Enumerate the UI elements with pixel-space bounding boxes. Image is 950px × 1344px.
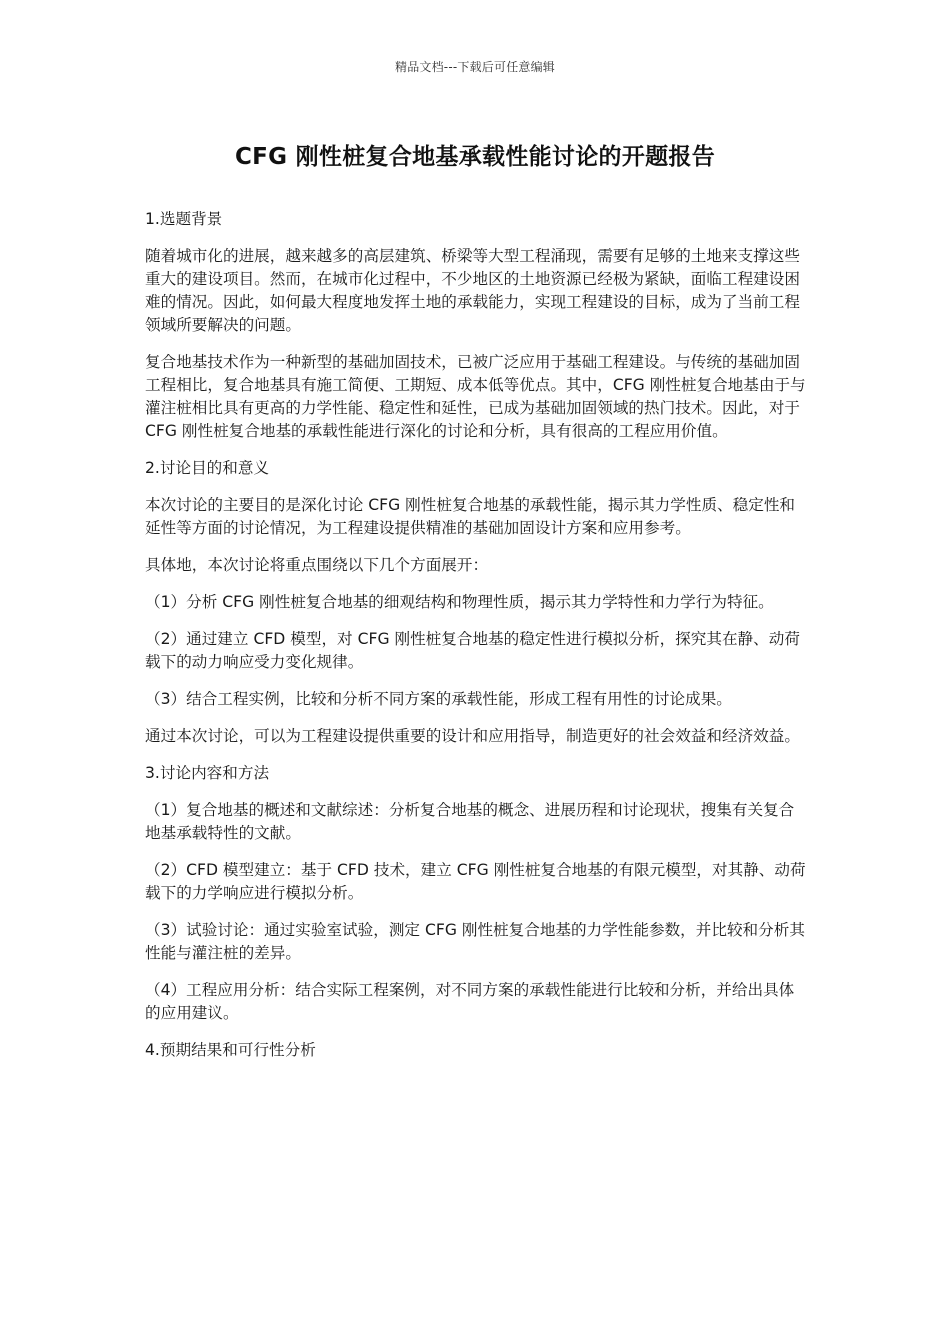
list-item: （1）复合地基的概述和文献综述：分析复合地基的概念、进展历程和讨论现状，搜集有关复合地基承载特性的文献。 xyxy=(145,801,795,842)
list-item: （4）工程应用分析：结合实际工程案例，对不同方案的承载性能进行比较和分析，并给出具体的应用建议。 xyxy=(145,981,795,1022)
list-item: （2）CFD 模型建立：基于 CFD 技术，建立 CFG 刚性桩复合地基的有限元模型，对其静、动荷载下的力学响应进行模拟分析。 xyxy=(145,861,806,902)
section-heading-background: 1.选题背景 xyxy=(145,210,223,228)
paragraph: 具体地，本次讨论将重点围绕以下几个方面展开： xyxy=(145,556,489,574)
paragraph: 通过本次讨论，可以为工程建设提供重要的设计和应用指导，制造更好的社会效益和经济效益。 xyxy=(145,727,800,745)
document-body xyxy=(145,208,807,1076)
list-item: （3）结合工程实例，比较和分析不同方案的承载性能，形成工程有用性的讨论成果。 xyxy=(145,690,732,708)
list-item: （3）试验讨论：通过实验室试验，测定 CFG 刚性桩复合地基的力学性能参数，并比较和分析其性能与灌注桩的差异。 xyxy=(145,921,805,962)
paragraph: 复合地基技术作为一种新型的基础加固技术，已被广泛应用于基础工程建设。与传统的基础加固工程相比，复合地基具有施工简便、工期短、成本低等优点。其中，CFG 刚性桩复合地基由于与灌注桩相比具有更高的力学性能、稳定性和延性，已成为基础加固领域的热门技术。因此，对于 CFG 刚性桩复合地基的承载性能进行深化的讨论和分析，具有很高的工程应用价值。 xyxy=(145,353,806,440)
header-note: 精品文档---下载后可任意编辑 xyxy=(395,60,555,74)
section-heading-methods: 3.讨论内容和方法 xyxy=(145,764,270,782)
page-title: CFG 刚性桩复合地基承载性能讨论的开题报告 xyxy=(234,144,716,170)
paragraph: 随着城市化的进展，越来越多的高层建筑、桥梁等大型工程涌现，需要有足够的土地来支撑这些重大的建设项目。然而，在城市化过程中，不少地区的土地资源已经极为紧缺，面临工程建设困难的情况。因此，如何最大程度地发挥土地的承载能力，实现工程建设的目标，成为了当前工程领域所要解决的问题。 xyxy=(145,247,800,334)
section-heading-purpose: 2.讨论目的和意义 xyxy=(145,459,270,477)
paragraph: 本次讨论的主要目的是深化讨论 CFG 刚性桩复合地基的承载性能，揭示其力学性质、稳定性和延性等方面的讨论情况，为工程建设提供精准的基础加固设计方案和应用参考。 xyxy=(145,496,796,537)
list-item: （2）通过建立 CFD 模型，对 CFG 刚性桩复合地基的稳定性进行模拟分析，探究其在静、动荷载下的动力响应受力变化规律。 xyxy=(145,630,800,671)
list-item: （1）分析 CFG 刚性桩复合地基的细观结构和物理性质，揭示其力学特性和力学行为特征。 xyxy=(145,593,774,611)
section-heading-expected-results: 4.预期结果和可行性分析 xyxy=(145,1041,316,1059)
